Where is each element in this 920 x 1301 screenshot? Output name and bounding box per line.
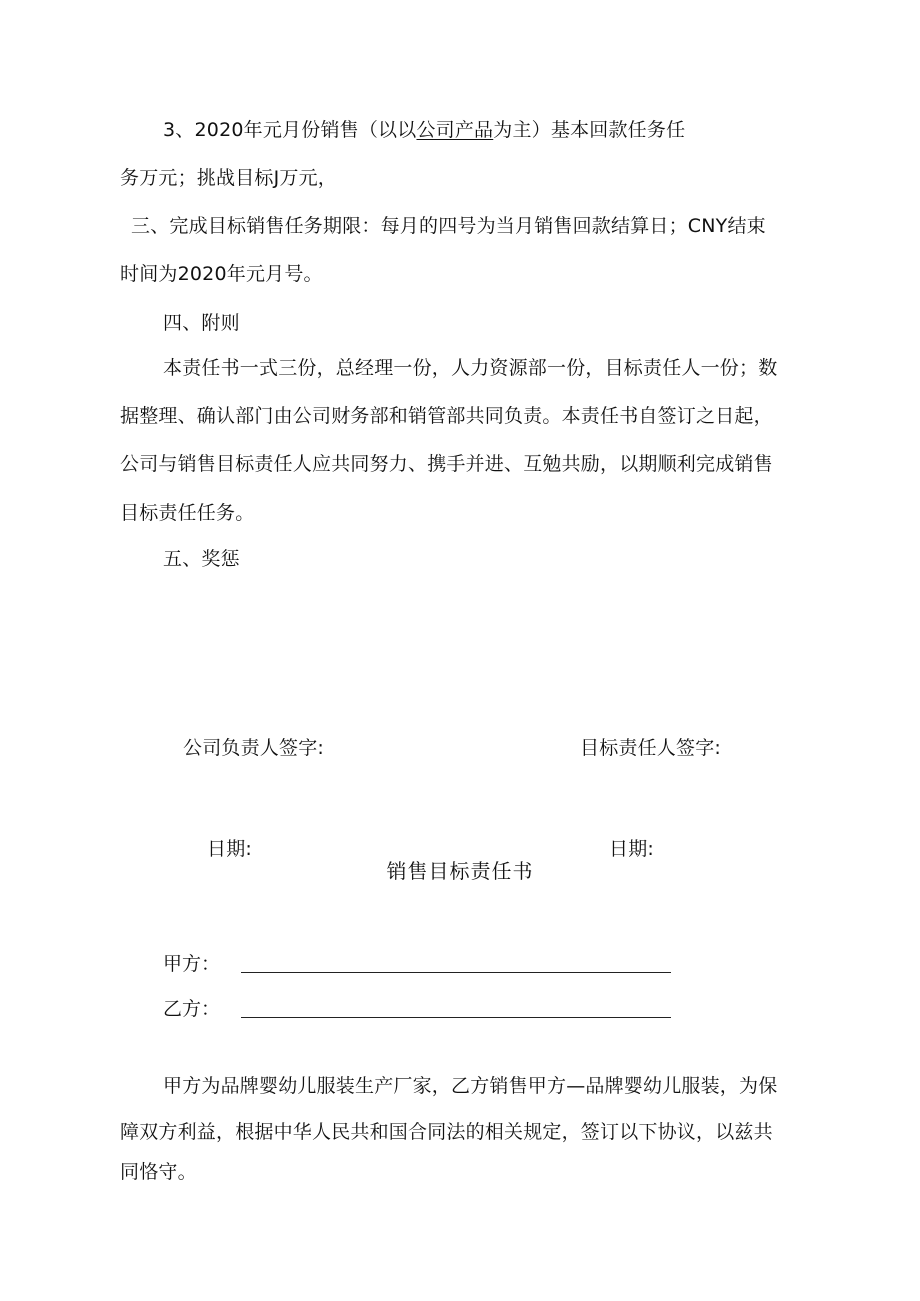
- intro-line-3: 同恪守。: [120, 1161, 197, 1183]
- party-b-label: 乙方：: [163, 998, 221, 1020]
- item-3-line-1: [163, 118, 685, 142]
- appendix-para-line-3: 公司与销售目标责任人应共同努力、携手并进、互勉共励，以期顺利完成销售: [120, 453, 773, 475]
- document-title: 销售目标责任书: [386, 859, 534, 883]
- deadline-line-2: 时间为2020年元月号。: [120, 263, 323, 285]
- appendix-para-line-2: 据整理、确认部门由公司财务部和销管部共同负责。本责任书自签订之日起，: [120, 405, 773, 427]
- intro-line-1: 甲方为品牌婴幼儿服装生产厂家，乙方销售甲方—品牌婴幼儿服装，为保: [163, 1075, 778, 1097]
- party-a-blank-line: [241, 972, 671, 973]
- target-sign-label: 目标责任人签字:: [580, 737, 722, 759]
- item-3-prefix: 3、2020年元月份销售（以以: [163, 119, 417, 141]
- deadline-line-1: 三、完成目标销售任务期限：每月的四号为当月销售回款结算日；CNY结束: [131, 215, 766, 237]
- intro-line-2: 障双方利益，根据中华人民共和国合同法的相关规定，签订以下协议，以兹共: [120, 1121, 773, 1143]
- rewards-heading: 五、奖惩: [163, 548, 240, 570]
- item-3-underlined-text: 公司产品: [416, 119, 494, 141]
- item-3-line-2: 务万元；挑战目标J万元，: [120, 167, 338, 189]
- appendix-heading: 四、附则: [163, 312, 240, 334]
- date-right-label: 日期:: [609, 838, 655, 860]
- item-3-suffix: 为主）基本回款任务任: [493, 119, 686, 141]
- date-left-label: 日期:: [207, 838, 253, 860]
- appendix-para-line-4: 目标责任任务。: [120, 502, 255, 524]
- party-b-blank-line: [241, 1017, 671, 1018]
- company-sign-label: 公司负责人签字:: [183, 737, 325, 759]
- party-a-label: 甲方：: [163, 953, 221, 975]
- appendix-para-line-1: 本责任书一式三份，总经理一份，人力资源部一份，目标责任人一份；数: [163, 357, 778, 379]
